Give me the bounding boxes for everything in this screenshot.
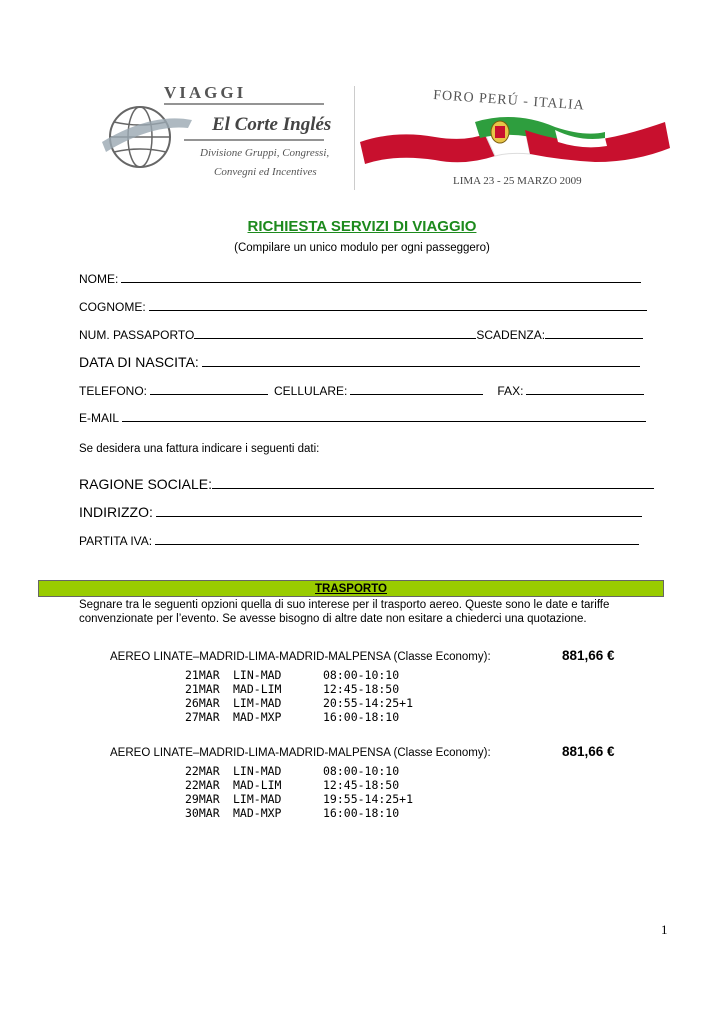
ragione-label: RAGIONE SOCIALE: xyxy=(79,476,213,492)
nome-row xyxy=(79,272,641,286)
email-field[interactable] xyxy=(122,421,646,422)
globe-icon xyxy=(102,107,192,167)
scadenza-field[interactable] xyxy=(545,338,643,339)
page-subtitle: (Compilare un unico modulo per ogni passeggero) xyxy=(234,242,490,254)
nome-field[interactable] xyxy=(121,282,641,283)
flight-leg: 21MAR LIN-MAD 08:00-10:10 xyxy=(185,668,400,682)
flight-leg: 22MAR MAD-LIM 12:45-18:50 xyxy=(185,778,400,792)
contatti-row xyxy=(79,384,644,398)
passaporto-row xyxy=(79,328,643,342)
cellulare-field[interactable] xyxy=(350,394,483,395)
ragione-field[interactable] xyxy=(212,488,654,489)
event-title: FORO PERÚ - ITALIA xyxy=(432,87,586,114)
viaggi-el-corte-ingles-logo xyxy=(92,82,342,192)
foro-peru-italia-logo xyxy=(355,82,675,192)
piva-field[interactable] xyxy=(155,544,639,545)
email-label: E-MAIL xyxy=(79,411,120,425)
tagline-2: Convegni ed Incentives xyxy=(214,166,317,178)
peru-flag-ribbon xyxy=(360,134,495,164)
invoice-note: Se desidera una fattura indicare i seguenti dati: xyxy=(79,443,320,455)
flight-leg: 22MAR LIN-MAD 08:00-10:10 xyxy=(185,764,400,778)
flight-leg: 21MAR MAD-LIM 12:45-18:50 xyxy=(185,682,400,696)
coat-of-arms-icon xyxy=(491,121,509,143)
page-number: 1 xyxy=(661,922,668,937)
company-text: El Corte Inglés xyxy=(212,114,332,135)
tagline-1: Divisione Gruppi, Congressi, xyxy=(200,147,330,159)
fax-field[interactable] xyxy=(526,394,644,395)
flight-leg: 30MAR MAD-MXP 16:00-18:10 xyxy=(185,806,400,820)
flight-leg: 26MAR LIM-MAD 20:55-14:25+1 xyxy=(185,696,414,710)
cognome-label: COGNOME: xyxy=(79,300,146,314)
nome-label: NOME: xyxy=(79,272,119,286)
nascita-label: DATA DI NASCITA: xyxy=(79,354,199,370)
flight-leg: 29MAR LIM-MAD 19:55-14:25+1 xyxy=(185,792,414,806)
event-dates: LIMA 23 - 25 MARZO 2009 xyxy=(453,175,582,187)
indirizzo-label: INDIRIZZO: xyxy=(79,504,153,520)
cognome-row xyxy=(79,300,647,314)
cognome-field[interactable] xyxy=(149,310,647,311)
email-row xyxy=(79,411,646,425)
flight-option-2-route: AEREO LINATE–MADRID-LIMA-MADRID-MALPENSA (Classe Economy): xyxy=(110,747,491,759)
indirizzo-row xyxy=(79,504,642,520)
telefono-label: TELEFONO: xyxy=(79,384,148,398)
page-title: RICHIESTA SERVIZI DI VIAGGIO xyxy=(247,218,477,235)
piva-label: PARTITA IVA: xyxy=(79,534,153,548)
passaporto-label: NUM. PASSAPORTO xyxy=(79,328,195,342)
cellulare-label: CELLULARE: xyxy=(274,384,348,398)
transport-description: Segnare tra le seguenti opzioni quella di suo interese per il trasporto aereo. Queste sono le date e tariffe convenzionate per l’evento. Se avesse bisogno di altre date non esitare a chiederci una quotazione. xyxy=(79,599,610,625)
indirizzo-field[interactable] xyxy=(156,516,642,517)
transport-heading-band xyxy=(38,580,664,597)
nascita-row xyxy=(79,354,640,370)
flight-leg: 27MAR MAD-MXP 16:00-18:10 xyxy=(185,710,400,724)
fax-label: FAX: xyxy=(497,384,524,398)
nascita-field[interactable] xyxy=(202,366,640,367)
passaporto-field[interactable] xyxy=(194,338,476,339)
transport-heading: TRASPORTO xyxy=(315,583,387,595)
flight-option-1-route: AEREO LINATE–MADRID-LIMA-MADRID-MALPENSA (Classe Economy): xyxy=(110,651,491,663)
scadenza-label: SCADENZA: xyxy=(476,328,546,342)
flight-option-1-price: 881,66 € xyxy=(562,648,615,663)
piva-row xyxy=(79,534,639,548)
ragione-row xyxy=(79,476,654,492)
telefono-field[interactable] xyxy=(150,394,268,395)
brand-text: VIAGGI xyxy=(164,83,247,102)
flight-option-2-price: 881,66 € xyxy=(562,744,615,759)
